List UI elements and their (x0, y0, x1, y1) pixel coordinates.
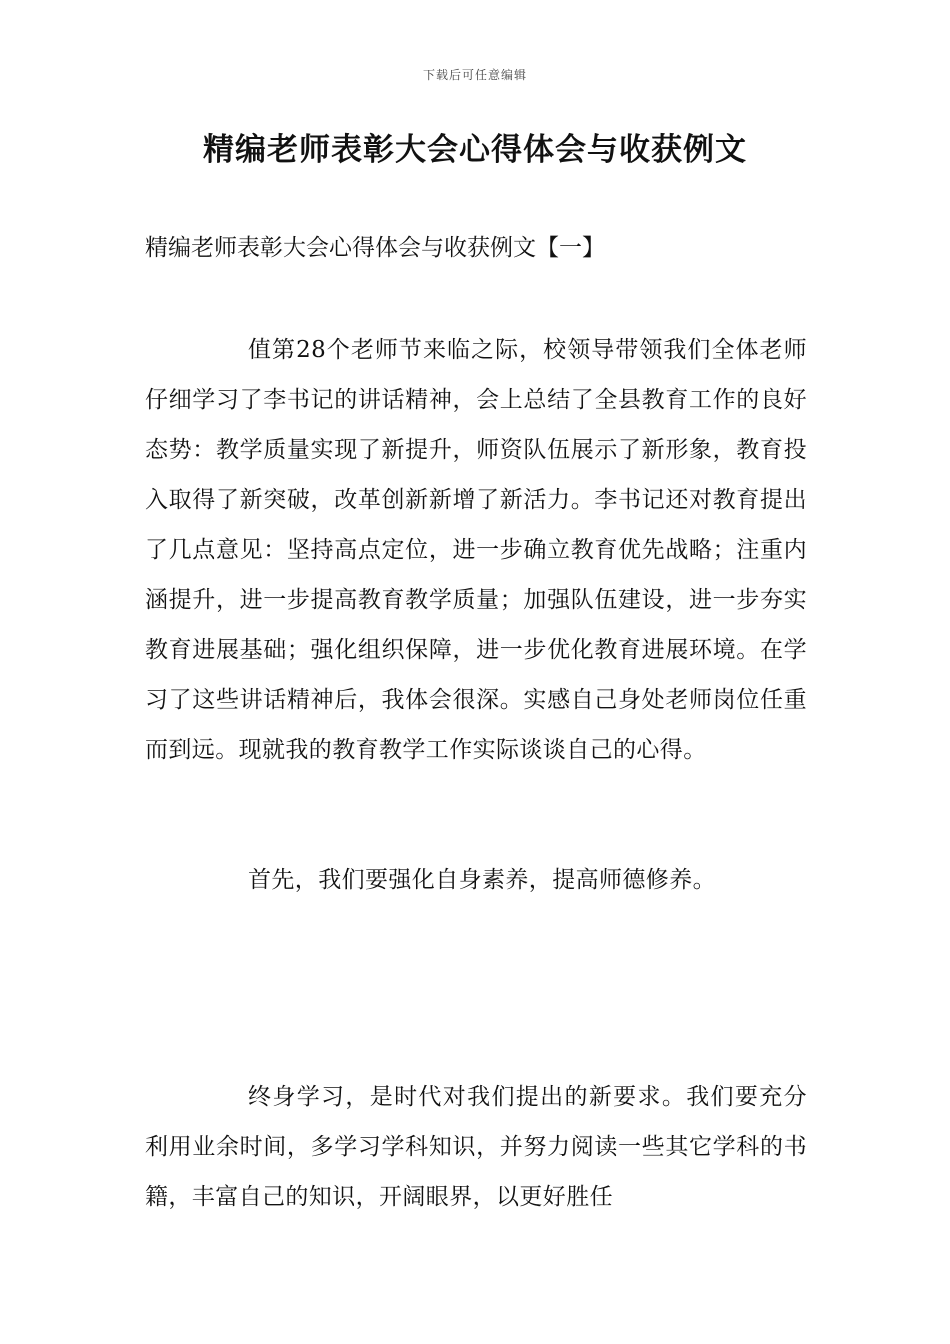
body-paragraph-1: 值第28个老师节来临之际，校领导带领我们全体老师仔细学习了李书记的讲话精神，会上总结了全县教育工作的良好态势：教学质量实现了新提升，师资队伍展示了新形象，教育投入取得了新突破，改革创新新增了新活力。李书记还对教育提出了几点意见：坚持高点定位，进一步确立教育优先战略；注重内涵提升，进一步提高教育教学质量；加强队伍建设，进一步夯实教育进展基础；强化组织保障，进一步优化教育进展环境。在学习了这些讲话精神后，我体会很深。实感自己身处老师岗位任重而到远。现就我的教育教学工作实际谈谈自己的心得。 (145, 337, 807, 763)
document-title: 精编老师表彰大会心得体会与收获例文 (203, 132, 747, 168)
body-paragraph-3: 终身学习，是时代对我们提出的新要求。我们要充分利用业余时间，多学习学科知识，并努力阅读一些其它学科的书籍，丰富自己的知识，开阔眼界，以更好胜任 (145, 1084, 807, 1210)
section-heading: 精编老师表彰大会心得体会与收获例文【一】 (145, 235, 605, 261)
page-header-note: 下载后可任意编辑 (422, 68, 527, 82)
body-paragraph-2: 首先，我们要强化自身素养，提高师德修养。 (248, 867, 716, 893)
